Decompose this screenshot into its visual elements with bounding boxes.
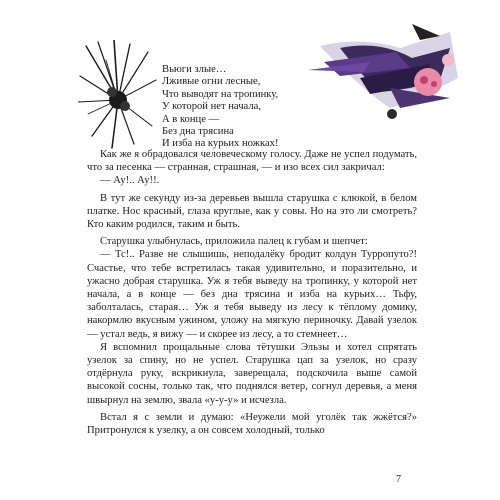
body-text [87,148,417,437]
thorn-illustration [78,40,158,150]
witch-illustration [300,18,460,128]
poem-line: Лживые огни лесные, [162,76,261,88]
poem-line: У которой нет начала, [162,101,261,113]
paragraph: — Ау!.. Ау!!. [100,175,160,187]
poem-line: А в конце — [162,113,220,125]
paragraph: Старушка улыбнулась, приложила палец к губам и шепчет: [100,236,368,248]
poem-line: Что выводят на тропинку, [162,88,279,100]
paragraph: В тут же секунду из-за деревьев вышла старушка с клюкой, в белом платке. Нос красный, глаза круглые, как у совы. Но на это ли смотреть? Кто каким родился, таким и быть. [87,192,417,231]
poem-line: Вьюги злые… [162,64,227,75]
paragraph: Я вспомнил прощальные слова тётушки Эльзы и хотел спрятать узелок за спину, но не успел. Старушка цап за узелок, но сразу отдёрнула руку, вскрикнула, заверещала, подскочила выше самой высокой сосны, только так, что поднялся ветер, согнул деревья, а меня швырнул на землю, звала «у-у-у» и исчезла. [87,341,417,406]
page-number: 7 [396,474,401,485]
paragraph: Встал я с земли и думаю: «Неужели мой уголёк так жжётся?» Притронулся к узелку, а он совсем холодный, только [87,411,417,437]
poem [162,64,278,151]
poem-line: И изба на курьих ножках! [162,138,279,150]
paragraph: Как же я обрадовался человеческому голосу. Даже не успел подумать, что за песенка — странная, страшная, — и изо всех сил закричал: [87,149,417,174]
paragraph: — Тс!.. Разве не слышишь, неподалёку бродит колдун Турропуто?! Счастье, что тебе встретилась такая удивительно, и поразительно, и ужасно добрая старушка. Уж я тебя выведу на тропинку, у которой нет начала, а в конце — без дна трясина и изба на курьих… Тьфу, заболталась, старая… Уж я тебя выведу из лесу к тёплому домику, накормлю вкусным ужином, уложу на мягкую периночку. Давай узелок — устал ведь, я вижу — и скорее из лесу, а то стемнеет… [87,249,417,340]
poem-line: Без дна трясина [162,126,234,138]
